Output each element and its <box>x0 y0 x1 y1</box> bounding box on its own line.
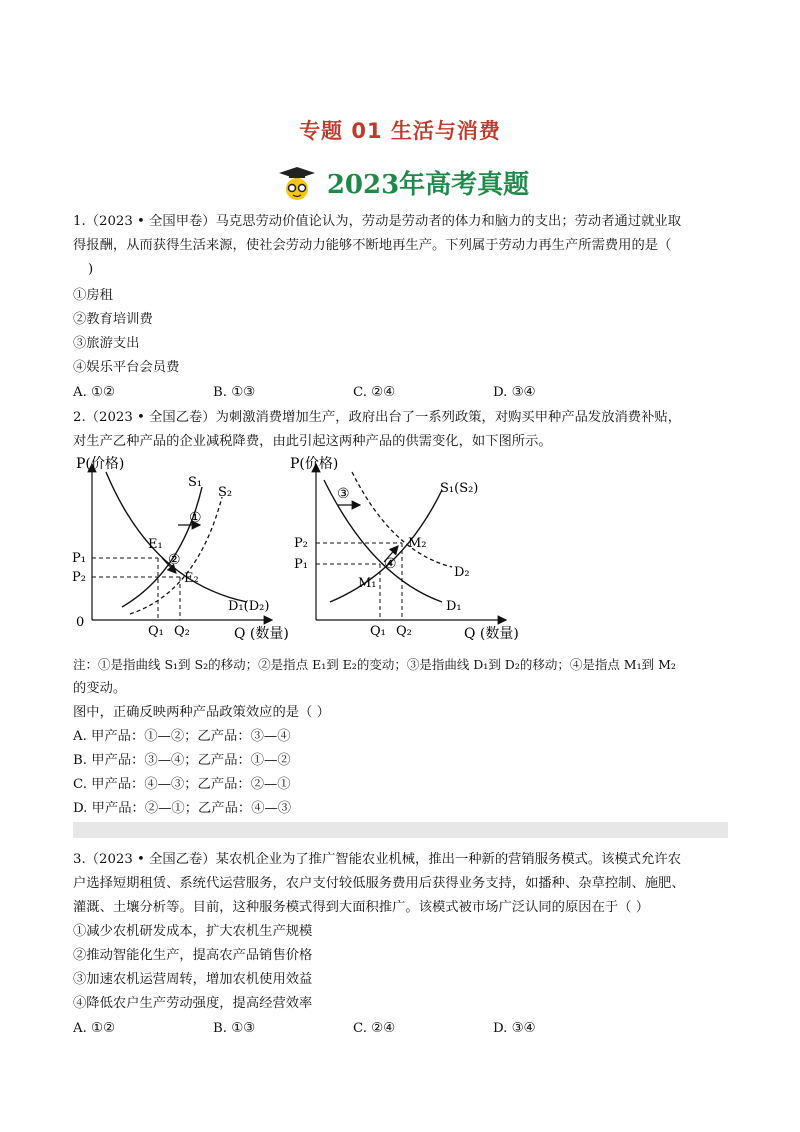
g1-origin: 0 <box>76 615 85 630</box>
q2-note-line1: 注：①是指曲线 S₁到 S₂的移动；②是指点 E₁到 E₂的变动；③是指曲线 D₁到 D₂的移动；④是指点 M₁到 M₂ <box>73 657 676 672</box>
g2-d2-label: D₂ <box>454 565 470 580</box>
g2-supply-label: S₁(S₂) <box>440 481 479 496</box>
g1-s1-label: S₁ <box>188 475 203 490</box>
g1-q2-label: Q₂ <box>174 624 190 639</box>
g2-q2-label: Q₂ <box>396 624 412 639</box>
graph-2 <box>290 455 519 642</box>
q2-option-b[interactable]: B. 甲产品：③—④；乙产品：①—② <box>73 753 291 768</box>
divider-bar <box>73 822 728 838</box>
q2-option-a[interactable]: A. 甲产品：①—②；乙产品：③—④ <box>73 729 291 744</box>
q3-option-d[interactable]: D. ③④ <box>493 1021 536 1036</box>
mascot-logo-icon <box>271 165 323 201</box>
g1-p1-label: P₁ <box>72 551 86 566</box>
section-subtitle: 2023年高考真题 <box>326 170 530 200</box>
q3-item-2: ②推动智能化生产，提高农产品销售价格 <box>73 948 313 963</box>
g2-p1-label: P₁ <box>294 557 308 572</box>
q1-stem-line2: 得报酬，从而获得生活来源，使社会劳动力能够不断地再生产。下列属于劳动力再生产所需费用的是（ <box>73 238 672 253</box>
g2-q1-label: Q₁ <box>370 624 386 639</box>
q2-option-d[interactable]: D. 甲产品：②—①；乙产品：④—③ <box>73 801 292 816</box>
g1-marker-2: ② <box>168 552 181 568</box>
g1-x-axis-label: Q (数量) <box>234 626 289 642</box>
q3-option-a[interactable]: A. ①② <box>73 1021 115 1036</box>
q1-stem-line1: 1.（2023 • 全国甲卷）马克思劳动价值论认为，劳动是劳动者的体力和脑力的支出；劳动者通过就业取 <box>73 214 681 229</box>
q1-stem-line3: ) <box>88 262 94 277</box>
q1-option-a[interactable]: A. ①② <box>73 385 115 400</box>
graph-1 <box>72 455 289 642</box>
q1-option-c[interactable]: C. ②④ <box>353 385 395 400</box>
q3-option-b[interactable]: B. ①③ <box>213 1021 256 1036</box>
q1-option-b[interactable]: B. ①③ <box>213 385 256 400</box>
q1-item-3: ③旅游支出 <box>73 336 140 351</box>
q1-item-2: ②教育培训费 <box>73 312 153 327</box>
q2-stem-line1: 2.（2023 • 全国乙卷）为刺激消费增加生产，政府出台了一系列政策，对购买甲种产品发放消费补贴， <box>73 410 681 425</box>
g2-marker-3: ③ <box>337 486 350 502</box>
g1-p2-label: P₂ <box>72 570 86 585</box>
q1-item-4: ④娱乐平台会员费 <box>73 360 180 375</box>
q1-option-d[interactable]: D. ③④ <box>493 385 536 400</box>
q2-note-line2: 的变动。 <box>73 681 127 696</box>
q2-stem-line2: 对生产乙种产品的企业减税降费，由此引起这两种产品的供需变化，如下图所示。 <box>73 434 552 449</box>
q3-stem-line2: 户选择短期租赁、系统代运营服务，农户支付较低服务费用后获得业务支持，如播种、杂草控制、施肥、 <box>73 876 685 891</box>
q2-question: 图中，正确反映两种产品政策效应的是（ ） <box>73 705 330 720</box>
g1-marker-1: ① <box>189 510 202 526</box>
g1-s2-label: S₂ <box>218 485 233 500</box>
q3-item-3: ③加速农机运营周转，增加农机使用效益 <box>73 972 313 987</box>
g2-p2-label: P₂ <box>294 536 308 551</box>
g1-q1-label: Q₁ <box>148 624 164 639</box>
q1-item-1: ①房租 <box>73 288 113 303</box>
section-header <box>0 164 800 205</box>
q3-option-c[interactable]: C. ②④ <box>353 1021 395 1036</box>
g2-marker-4: ④ <box>384 556 397 572</box>
q2-option-c[interactable]: C. 甲产品：④—③；乙产品：②—① <box>73 777 291 792</box>
g2-x-axis-label: Q (数量) <box>464 626 519 642</box>
supply-demand-graphs <box>62 452 542 644</box>
g2-m1-label: M₁ <box>358 576 377 591</box>
q3-stem-line3: 灌溉、土壤分析等。目前，这种服务模式得到大面积推广。该模式被市场广泛认同的原因在于（ ） <box>73 900 649 915</box>
page-title: 专题 01 生活与消费 <box>299 119 501 143</box>
g1-e2-label: E₂ <box>184 571 199 586</box>
g2-y-axis-label: P(价格) <box>290 456 339 472</box>
q3-stem-line1: 3.（2023 • 全国乙卷）某农机企业为了推广智能农业机械，推出一种新的营销服务模式。该模式允许农 <box>73 852 681 867</box>
g2-d1-label: D₁ <box>446 599 462 614</box>
g1-demand-label: D₁(D₂) <box>228 599 270 614</box>
q3-item-4: ④降低农户生产劳动强度，提高经营效率 <box>73 996 313 1011</box>
g1-y-axis-label: P(价格) <box>76 456 125 472</box>
g2-m2-label: M₂ <box>408 536 427 551</box>
g1-e1-label: E₁ <box>148 537 163 552</box>
q3-item-1: ①减少农机研发成本，扩大农机生产规模 <box>73 924 313 939</box>
